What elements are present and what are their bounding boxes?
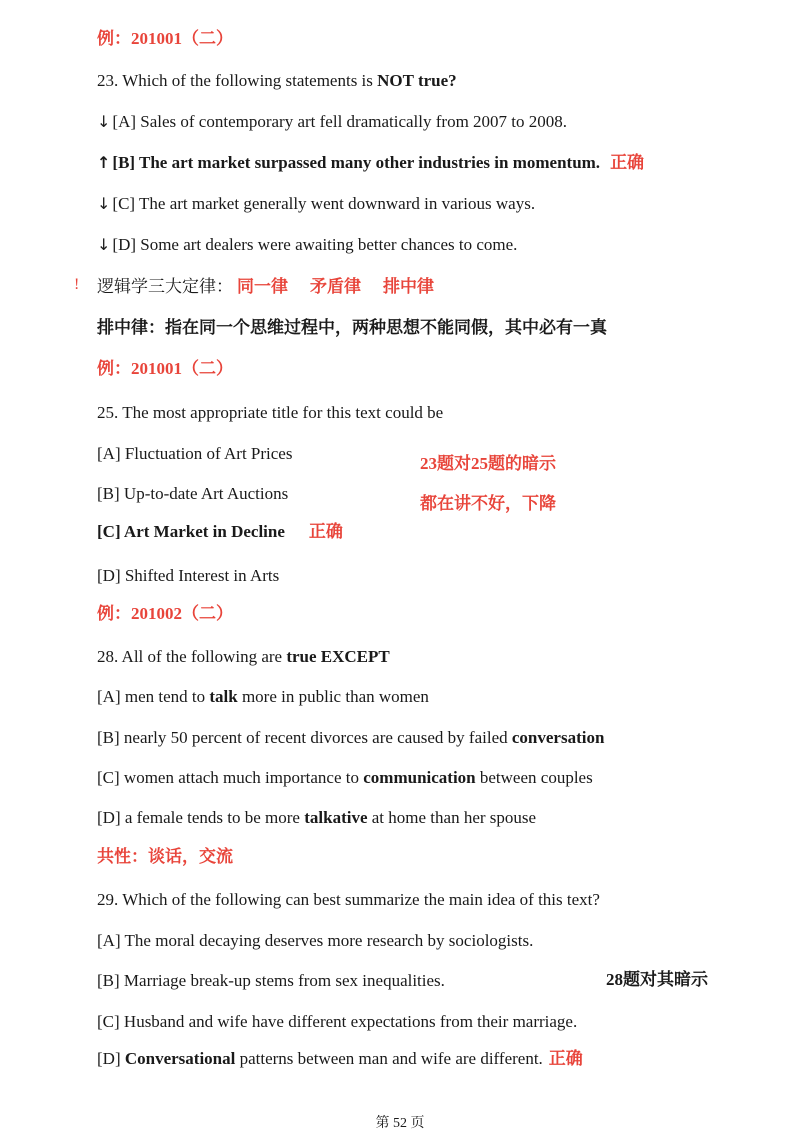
q23-stem-bold: NOT true? <box>377 71 457 90</box>
q28-option-a-pre: [A] men tend to <box>97 687 210 706</box>
q28-stem-bold: true EXCEPT <box>286 647 390 666</box>
q23-option-c-text: [C] The art market generally went downward in various ways. <box>112 194 536 213</box>
q28-stem-text: 28. All of the following are <box>97 647 287 666</box>
example-header-1: 例：201001（二） <box>97 29 233 48</box>
q23-option-b-text: [B] The art market surpassed many other industries in momentum. <box>112 153 601 172</box>
q23-option-c <box>97 193 535 215</box>
q28-common-note: 共性：谈话，交流 <box>97 847 233 866</box>
excluded-middle-definition: 排中律：指在同一个思维过程中，两种思想不能同假，其中必有一真 <box>97 318 607 337</box>
correct-mark: 正确 <box>308 522 343 541</box>
q28-option-c-post: between couples <box>475 768 593 787</box>
q28-option-d <box>97 807 536 829</box>
q23-stem <box>97 70 457 92</box>
q25-option-a: [A] Fluctuation of Art Prices <box>97 444 293 463</box>
correct-mark: 正确 <box>548 1049 583 1068</box>
q29-option-d-pre: [D] <box>97 1049 125 1068</box>
q29-option-b: [B] Marriage break-up stems from sex inequalities. <box>97 971 445 990</box>
down-arrow-icon: ↓ <box>97 194 111 213</box>
q25-option-c <box>97 521 343 543</box>
q23-option-b <box>97 152 644 174</box>
q28-option-c-pre: [C] women attach much importance to <box>97 768 364 787</box>
q25-option-c-text: [C] Art Market in Decline <box>97 522 285 541</box>
law-contradiction: 矛盾律 <box>310 277 361 296</box>
q29-option-c: [C] Husband and wife have different expectations from their marriage. <box>97 1012 578 1031</box>
q28-option-c-keyword: communication <box>363 768 476 787</box>
q29-option-a: [A] The moral decaying deserves more research by sociologists. <box>97 931 534 950</box>
q23-option-a <box>97 111 567 133</box>
q28-option-a-post: more in public than women <box>237 687 429 706</box>
q25-note-1: 23题对25题的暗示 <box>420 454 556 473</box>
q29-note: 28题对其暗示 <box>606 970 708 989</box>
q28-option-b <box>97 727 604 749</box>
q28-option-a-keyword: talk <box>209 687 238 706</box>
q25-option-d: [D] Shifted Interest in Arts <box>97 566 280 585</box>
q28-option-b-keyword: conversation <box>511 728 605 747</box>
q28-option-d-pre: [D] a female tends to be more <box>97 808 305 827</box>
page-number: 第 52 页 <box>375 1116 425 1131</box>
q28-option-b-pre: [B] nearly 50 percent of recent divorces are caused by failed <box>97 728 512 747</box>
law-identity: 同一律 <box>237 277 288 296</box>
correct-mark: 正确 <box>610 153 645 172</box>
q29-option-d-post: patterns between man and wife are different. <box>235 1049 543 1068</box>
q23-stem-text: 23. Which of the following statements is <box>97 71 378 90</box>
logic-laws <box>97 276 434 298</box>
q23-option-a-text: [A] Sales of contemporary art fell dramatically from 2007 to 2008. <box>112 112 568 131</box>
q28-option-d-post: at home than her spouse <box>367 808 537 827</box>
example-header-2: 例：201001（二） <box>97 359 233 378</box>
q28-option-a <box>97 686 429 708</box>
q28-option-d-keyword: talkative <box>304 808 368 827</box>
q25-stem: 25. The most appropriate title for this text could be <box>97 403 444 422</box>
q29-stem: 29. Which of the following can best summarize the main idea of this text? <box>97 890 600 909</box>
q23-option-d <box>97 234 517 256</box>
q29-option-d <box>97 1048 583 1070</box>
down-arrow-icon: ↓ <box>97 235 111 254</box>
q28-stem <box>97 646 390 668</box>
down-arrow-icon: ↓ <box>97 112 111 131</box>
q29-option-d-keyword: Conversational <box>124 1049 236 1068</box>
q23-option-d-text: [D] Some art dealers were awaiting better chances to come. <box>112 235 518 254</box>
q25-note-2: 都在讲不好，下降 <box>420 494 556 513</box>
up-arrow-icon: ↑ <box>97 153 111 172</box>
example-header-3: 例：201002（二） <box>97 604 233 623</box>
logic-laws-label: 逻辑学三大定律： <box>97 277 233 296</box>
q28-option-c <box>97 767 593 789</box>
law-excluded-middle: 排中律 <box>383 277 434 296</box>
q25-option-b: [B] Up-to-date Art Auctions <box>97 484 289 503</box>
exclamation-icon: ! <box>74 276 80 293</box>
